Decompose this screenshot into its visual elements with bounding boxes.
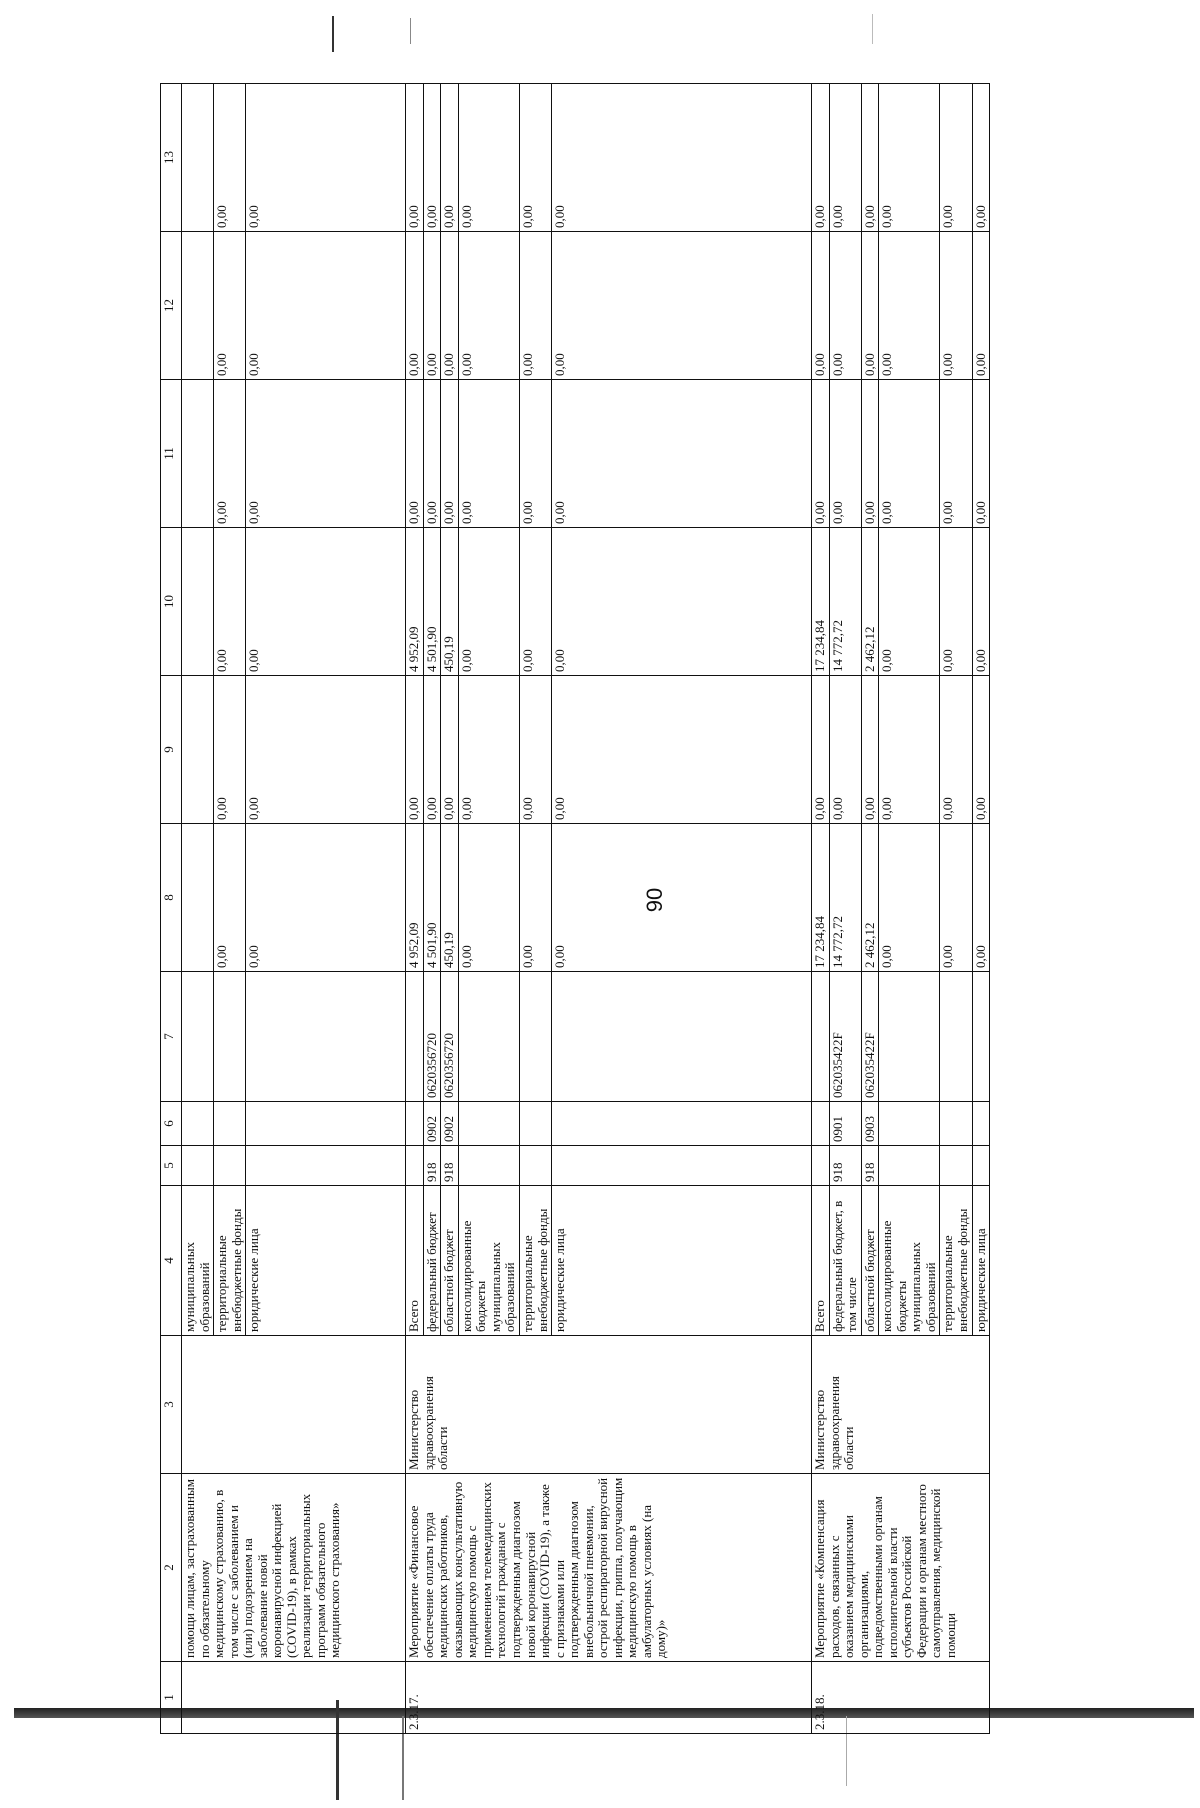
value-cell: 0,00 xyxy=(812,380,830,528)
item-number-cell: 2.3.18. xyxy=(812,1662,990,1734)
value-cell: 0,00 xyxy=(812,84,830,232)
scan-artifact-top-2 xyxy=(410,18,411,44)
header-cell: 1 xyxy=(161,1662,182,1734)
value-cell: 0,00 xyxy=(246,232,406,380)
value-cell: 0,00 xyxy=(552,84,812,232)
executor-cell: Министерство здравоохранения области xyxy=(812,1336,990,1474)
code-cell: 0903 xyxy=(861,1102,879,1146)
value-cell: 0,00 xyxy=(441,676,459,824)
value-cell: 0,00 xyxy=(972,380,990,528)
funding-source: юридические лица xyxy=(552,1186,812,1336)
header-cell: 7 xyxy=(161,972,182,1102)
value-cell: 0,00 xyxy=(441,84,459,232)
item-description: Мероприятие «Компенсация расходов, связанных с оказанием медицинскими организациями, подведомственными органам исполнительной власти субъектов Российской Федерации и органам местного самоуправления, медицинской помощи xyxy=(812,1474,990,1662)
code-cell xyxy=(520,1146,552,1186)
code-cell: 918 xyxy=(829,1146,861,1186)
value-cell: 0,00 xyxy=(214,824,246,972)
value-cell: 0,00 xyxy=(829,84,861,232)
code-cell xyxy=(972,1102,990,1146)
code-cell: 0902 xyxy=(441,1102,459,1146)
table-row xyxy=(406,84,424,1734)
value-cell: 0,00 xyxy=(861,676,879,824)
value-cell: 0,00 xyxy=(812,676,830,824)
value-cell: 0,00 xyxy=(861,84,879,232)
value-cell: 0,00 xyxy=(246,380,406,528)
code-cell xyxy=(214,972,246,1102)
value-cell: 0,00 xyxy=(423,676,441,824)
header-cell: 8 xyxy=(161,824,182,972)
executor-cell xyxy=(182,1336,406,1474)
value-cell xyxy=(182,676,214,824)
value-cell: 0,00 xyxy=(214,528,246,676)
code-cell xyxy=(458,1102,519,1146)
code-cell xyxy=(182,1102,214,1146)
code-cell: 0620356720 xyxy=(441,972,459,1102)
value-cell: 0,00 xyxy=(829,232,861,380)
funding-source: областной бюджет xyxy=(441,1186,459,1336)
value-cell: 14 772,72 xyxy=(829,824,861,972)
code-cell: 062035422F xyxy=(829,972,861,1102)
value-cell: 0,00 xyxy=(520,528,552,676)
funding-source: Всего xyxy=(812,1186,830,1336)
code-cell xyxy=(940,1102,972,1146)
value-cell: 4 501,90 xyxy=(423,528,441,676)
value-cell: 0,00 xyxy=(879,232,940,380)
header-cell: 6 xyxy=(161,1102,182,1146)
scan-artifact-top xyxy=(332,16,334,52)
executor-cell: Министерство здравоохранения области xyxy=(406,1336,812,1474)
value-cell: 0,00 xyxy=(214,380,246,528)
header-row xyxy=(161,84,182,1734)
code-cell xyxy=(552,1102,812,1146)
value-cell: 4 952,09 xyxy=(406,824,424,972)
funding-source: Всего xyxy=(406,1186,424,1336)
funding-source: территориальные внебюджетные фонды xyxy=(214,1186,246,1336)
scan-artifact-top-3 xyxy=(872,14,873,44)
value-cell: 0,00 xyxy=(458,528,519,676)
table-row xyxy=(812,84,830,1734)
code-cell xyxy=(812,1146,830,1186)
code-cell: 0620356720 xyxy=(423,972,441,1102)
value-cell: 0,00 xyxy=(406,676,424,824)
funding-source: юридические лица xyxy=(246,1186,406,1336)
header-cell: 10 xyxy=(161,528,182,676)
funding-source: федеральный бюджет, в том числе xyxy=(829,1186,861,1336)
code-cell xyxy=(972,972,990,1102)
code-cell xyxy=(458,972,519,1102)
funding-source: юридические лица xyxy=(972,1186,990,1336)
value-cell: 0,00 xyxy=(520,676,552,824)
funding-source: областной бюджет xyxy=(861,1186,879,1336)
funding-source: территориальные внебюджетные фонды xyxy=(520,1186,552,1336)
code-cell: 0902 xyxy=(423,1102,441,1146)
code-cell: 918 xyxy=(423,1146,441,1186)
header-cell: 5 xyxy=(161,1146,182,1186)
value-cell: 0,00 xyxy=(879,380,940,528)
value-cell: 0,00 xyxy=(972,528,990,676)
value-cell xyxy=(182,232,214,380)
value-cell: 0,00 xyxy=(972,232,990,380)
value-cell: 0,00 xyxy=(406,84,424,232)
value-cell: 0,00 xyxy=(458,232,519,380)
code-cell xyxy=(246,1102,406,1146)
value-cell: 0,00 xyxy=(940,232,972,380)
code-cell xyxy=(552,972,812,1102)
header-cell: 2 xyxy=(161,1474,182,1662)
rotated-table-container xyxy=(160,84,1190,1734)
value-cell: 0,00 xyxy=(246,824,406,972)
value-cell: 0,00 xyxy=(552,676,812,824)
code-cell xyxy=(812,972,830,1102)
value-cell: 0,00 xyxy=(520,824,552,972)
code-cell xyxy=(182,1146,214,1186)
value-cell: 0,00 xyxy=(879,676,940,824)
code-cell xyxy=(406,972,424,1102)
value-cell: 0,00 xyxy=(246,84,406,232)
value-cell: 0,00 xyxy=(861,380,879,528)
value-cell: 0,00 xyxy=(829,676,861,824)
value-cell: 0,00 xyxy=(829,380,861,528)
code-cell xyxy=(406,1102,424,1146)
value-cell: 0,00 xyxy=(879,528,940,676)
code-cell xyxy=(214,1102,246,1146)
value-cell: 0,00 xyxy=(458,84,519,232)
value-cell: 0,00 xyxy=(441,232,459,380)
code-cell xyxy=(940,1146,972,1186)
value-cell: 2 462,12 xyxy=(861,528,879,676)
value-cell: 0,00 xyxy=(423,380,441,528)
code-cell xyxy=(812,1102,830,1146)
item-description: Мероприятие «Финансовое обеспечение оплаты труда медицинских работников, оказывающих консультативную медицинскую помощь с применением телемедицинских технологий гражданам с подтвержденным диагнозом новой коронавирусной инфекции (COVID-19), а также с признаками или подтвержденным диагнозом внебольничной пневмонии, острой респираторной вирусной инфекции, гриппа, получающим медицинскую помощь в амбулаторных условиях (на дому)» xyxy=(406,1474,812,1662)
code-cell xyxy=(940,972,972,1102)
value-cell: 0,00 xyxy=(214,232,246,380)
code-cell xyxy=(520,1102,552,1146)
value-cell: 450,19 xyxy=(441,824,459,972)
item-number-cell: 2.3.17. xyxy=(406,1662,812,1734)
value-cell: 0,00 xyxy=(879,84,940,232)
code-cell xyxy=(879,972,940,1102)
value-cell: 4 952,09 xyxy=(406,528,424,676)
code-cell xyxy=(246,1146,406,1186)
header-cell: 3 xyxy=(161,1336,182,1474)
funding-source: консолидированные бюджеты муниципальных образований xyxy=(458,1186,519,1336)
value-cell: 4 501,90 xyxy=(423,824,441,972)
code-cell: 062035422F xyxy=(861,972,879,1102)
value-cell: 0,00 xyxy=(246,676,406,824)
value-cell: 0,00 xyxy=(441,380,459,528)
value-cell: 0,00 xyxy=(972,84,990,232)
page-number: 90 xyxy=(641,887,667,913)
value-cell: 0,00 xyxy=(246,528,406,676)
value-cell xyxy=(182,380,214,528)
code-cell xyxy=(406,1146,424,1186)
value-cell: 0,00 xyxy=(520,232,552,380)
funding-source: территориальные внебюджетные фонды xyxy=(940,1186,972,1336)
table-row xyxy=(182,84,214,1734)
item-number-cell xyxy=(182,1662,406,1734)
funding-source: консолидированные бюджеты муниципальных образований xyxy=(879,1186,940,1336)
value-cell: 0,00 xyxy=(552,528,812,676)
budget-table xyxy=(160,83,990,1734)
value-cell: 0,00 xyxy=(552,380,812,528)
header-cell: 4 xyxy=(161,1186,182,1336)
value-cell: 0,00 xyxy=(972,676,990,824)
code-cell: 918 xyxy=(441,1146,459,1186)
value-cell: 0,00 xyxy=(214,676,246,824)
code-cell xyxy=(182,972,214,1102)
value-cell: 0,00 xyxy=(520,380,552,528)
value-cell: 0,00 xyxy=(879,824,940,972)
value-cell: 0,00 xyxy=(458,380,519,528)
value-cell: 0,00 xyxy=(406,380,424,528)
value-cell: 0,00 xyxy=(423,84,441,232)
value-cell: 450,19 xyxy=(441,528,459,676)
header-cell: 13 xyxy=(161,84,182,232)
value-cell: 0,00 xyxy=(520,84,552,232)
value-cell: 0,00 xyxy=(940,528,972,676)
value-cell xyxy=(182,528,214,676)
value-cell: 0,00 xyxy=(423,232,441,380)
value-cell: 0,00 xyxy=(812,232,830,380)
value-cell: 0,00 xyxy=(940,676,972,824)
value-cell: 14 772,72 xyxy=(829,528,861,676)
value-cell: 0,00 xyxy=(861,232,879,380)
value-cell: 0,00 xyxy=(552,232,812,380)
value-cell: 0,00 xyxy=(972,824,990,972)
code-cell xyxy=(520,972,552,1102)
code-cell xyxy=(552,1146,812,1186)
value-cell: 0,00 xyxy=(406,232,424,380)
code-cell: 0901 xyxy=(829,1102,861,1146)
value-cell: 17 234,84 xyxy=(812,824,830,972)
funding-source: федеральный бюджет xyxy=(423,1186,441,1336)
value-cell xyxy=(182,84,214,232)
code-cell: 918 xyxy=(861,1146,879,1186)
header-cell: 9 xyxy=(161,676,182,824)
value-cell: 0,00 xyxy=(552,824,812,972)
value-cell: 0,00 xyxy=(940,380,972,528)
code-cell xyxy=(214,1146,246,1186)
header-cell: 11 xyxy=(161,380,182,528)
value-cell: 2 462,12 xyxy=(861,824,879,972)
value-cell: 0,00 xyxy=(214,84,246,232)
code-cell xyxy=(458,1146,519,1186)
funding-source: муниципальных образований xyxy=(182,1186,214,1336)
header-cell: 12 xyxy=(161,232,182,380)
value-cell xyxy=(182,824,214,972)
value-cell: 17 234,84 xyxy=(812,528,830,676)
value-cell: 0,00 xyxy=(940,84,972,232)
value-cell: 0,00 xyxy=(940,824,972,972)
value-cell: 0,00 xyxy=(458,824,519,972)
item-description: помощи лицам, застрахованным по обязательному медицинскому страхованию, в том числе с заболеванием и (или) подозрением на заболевание новой коронавирусной инфекцией (COVID-19), в рамках реализации территориальных программ обязательного медицинского страхования» xyxy=(182,1474,406,1662)
code-cell xyxy=(246,972,406,1102)
code-cell xyxy=(879,1146,940,1186)
value-cell: 0,00 xyxy=(458,676,519,824)
code-cell xyxy=(972,1146,990,1186)
code-cell xyxy=(879,1102,940,1146)
